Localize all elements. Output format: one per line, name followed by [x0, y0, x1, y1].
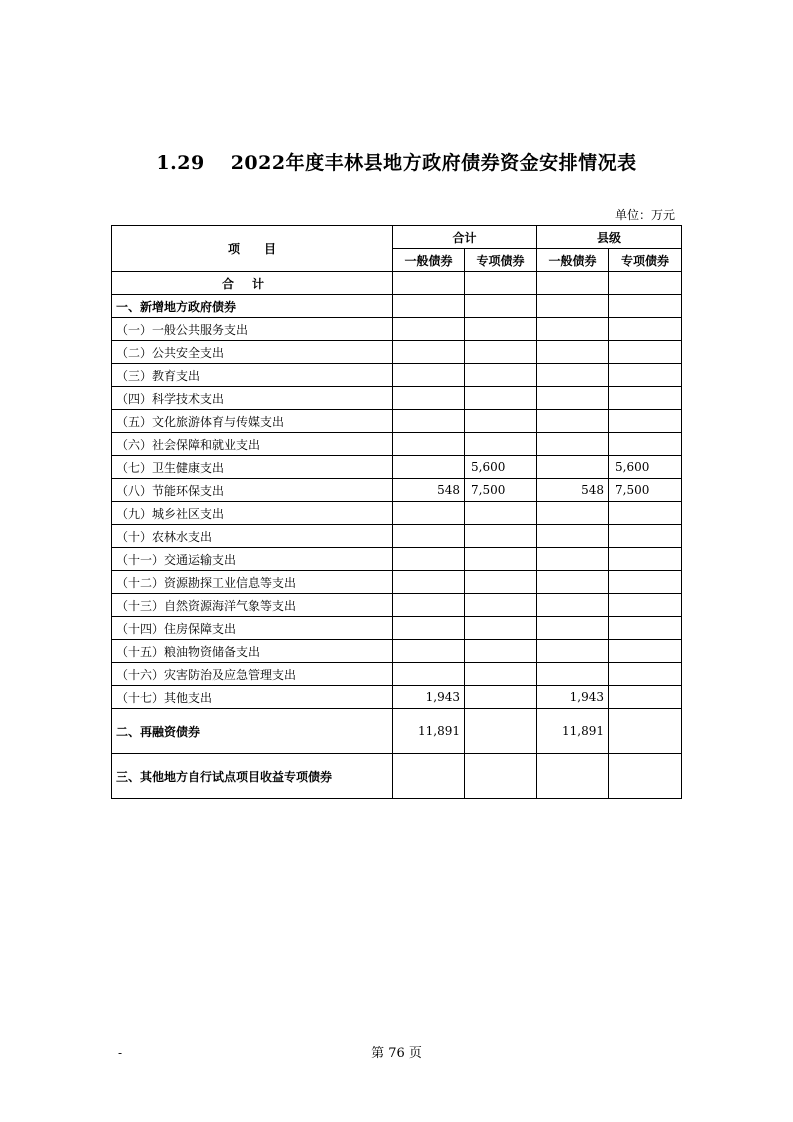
row-value-cell [393, 502, 465, 525]
header-item: 项 目 [112, 226, 393, 272]
row-label: （十六）灾害防治及应急管理支出 [112, 663, 393, 686]
row-value-cell [609, 754, 682, 799]
row-value-cell: 1,943 [393, 686, 465, 709]
row-value-cell [537, 364, 609, 387]
row-value-cell [537, 318, 609, 341]
row-value-cell [393, 548, 465, 571]
row-value-cell [537, 754, 609, 799]
table-row [112, 548, 682, 571]
total-row [112, 272, 682, 295]
title-number: 1.29 [156, 152, 205, 174]
page-number: 第 76 页 [371, 1046, 422, 1061]
row-value-cell [537, 387, 609, 410]
row-value-cell [465, 364, 537, 387]
row-value-cell [609, 433, 682, 456]
header-group-total: 合计 [393, 226, 537, 249]
table-row [112, 364, 682, 387]
row-value-cell [393, 387, 465, 410]
row-value-cell [465, 548, 537, 571]
row-value-cell [609, 548, 682, 571]
row-value-cell [393, 617, 465, 640]
row-value-cell [537, 548, 609, 571]
row-value-cell [393, 525, 465, 548]
unit-label: 单位：万元 [614, 208, 675, 222]
row-value-cell [465, 295, 537, 318]
table-row [112, 502, 682, 525]
row-value-cell [465, 754, 537, 799]
row-value-cell [609, 387, 682, 410]
table-row [112, 663, 682, 686]
row-value-cell [537, 456, 609, 479]
header-county-special: 专项债券 [609, 249, 682, 272]
table-row [112, 686, 682, 709]
row-label: （十三）自然资源海洋气象等支出 [112, 594, 393, 617]
row-value-cell: 5,600 [465, 456, 537, 479]
row-value-cell: 7,500 [609, 479, 682, 502]
row-value-cell [393, 318, 465, 341]
row-value-cell [393, 571, 465, 594]
row-value-cell [465, 686, 537, 709]
table-row [112, 456, 682, 479]
total-row-cell [393, 272, 465, 295]
row-label: （十二）资源勘探工业信息等支出 [112, 571, 393, 594]
table-row [112, 341, 682, 364]
row-value-cell [393, 456, 465, 479]
footer-dash: - [118, 1046, 123, 1060]
row-value-cell [609, 571, 682, 594]
row-value-cell [609, 709, 682, 754]
row-label: （十五）粮油物资储备支出 [112, 640, 393, 663]
row-value-cell [537, 640, 609, 663]
row-value-cell [393, 295, 465, 318]
row-value-cell [465, 571, 537, 594]
row-label: （十）农林水支出 [112, 525, 393, 548]
row-value-cell [537, 433, 609, 456]
row-value-cell [609, 617, 682, 640]
row-value-cell [465, 502, 537, 525]
row-value-cell [393, 594, 465, 617]
row-value-cell [465, 341, 537, 364]
row-label: （三）教育支出 [112, 364, 393, 387]
table-row [112, 410, 682, 433]
table-row [112, 318, 682, 341]
row-label: （八）节能环保支出 [112, 479, 393, 502]
row-value-cell [609, 525, 682, 548]
row-label: （十四）住房保障支出 [112, 617, 393, 640]
header-total-special: 专项债券 [465, 249, 537, 272]
row-label: （二）公共安全支出 [112, 341, 393, 364]
row-value-cell: 548 [537, 479, 609, 502]
row-label: （六）社会保障和就业支出 [112, 433, 393, 456]
row-value-cell [465, 525, 537, 548]
row-value-cell [537, 594, 609, 617]
row-value-cell [537, 295, 609, 318]
row-value-cell [465, 640, 537, 663]
row-value-cell [537, 410, 609, 433]
table-row [112, 617, 682, 640]
row-value-cell [393, 341, 465, 364]
row-label: （九）城乡社区支出 [112, 502, 393, 525]
row-value-cell [609, 341, 682, 364]
row-label: （一）一般公共服务支出 [112, 318, 393, 341]
row-value-cell [465, 594, 537, 617]
row-value-cell [537, 341, 609, 364]
row-label: （十一）交通运输支出 [112, 548, 393, 571]
row-value-cell [609, 640, 682, 663]
table-row [112, 571, 682, 594]
row-value-cell [465, 433, 537, 456]
row-value-cell [537, 502, 609, 525]
row-value-cell [609, 364, 682, 387]
row-value-cell [537, 525, 609, 548]
row-value-cell: 7,500 [465, 479, 537, 502]
table-row [112, 433, 682, 456]
table-row [112, 525, 682, 548]
row-value-cell [465, 617, 537, 640]
row-value-cell: 548 [393, 479, 465, 502]
table-row [112, 295, 682, 318]
total-row-cell [465, 272, 537, 295]
row-value-cell [465, 318, 537, 341]
row-label: 一、新增地方政府债券 [112, 295, 393, 318]
row-value-cell [465, 709, 537, 754]
row-value-cell: 1,943 [537, 686, 609, 709]
row-value-cell: 5,600 [609, 456, 682, 479]
row-value-cell [537, 663, 609, 686]
row-value-cell [393, 433, 465, 456]
row-value-cell [609, 410, 682, 433]
header-county-general: 一般债券 [537, 249, 609, 272]
row-value-cell [609, 295, 682, 318]
row-value-cell [537, 571, 609, 594]
row-value-cell [609, 318, 682, 341]
title-text: 2022年度丰林县地方政府债券资金安排情况表 [230, 152, 637, 174]
row-label: 二、再融资债券 [112, 709, 393, 754]
bond-allocation-table [111, 225, 682, 799]
row-label: （五）文化旅游体育与传媒支出 [112, 410, 393, 433]
row-value-cell [537, 617, 609, 640]
row-label: （四）科学技术支出 [112, 387, 393, 410]
row-value-cell: 11,891 [393, 709, 465, 754]
row-value-cell [609, 663, 682, 686]
table-row [112, 640, 682, 663]
row-value-cell [609, 686, 682, 709]
table-row [112, 754, 682, 799]
header-group-county: 县级 [537, 226, 682, 249]
total-row-cell [609, 272, 682, 295]
total-row-label: 合计 [112, 272, 393, 295]
table-row [112, 479, 682, 502]
row-label: （七）卫生健康支出 [112, 456, 393, 479]
row-value-cell [393, 663, 465, 686]
row-value-cell [609, 594, 682, 617]
row-label: 三、其他地方自行试点项目收益专项债券 [112, 754, 393, 799]
row-value-cell [465, 387, 537, 410]
row-label: （十七）其他支出 [112, 686, 393, 709]
page-title [0, 148, 793, 175]
row-value-cell [465, 410, 537, 433]
row-value-cell [609, 502, 682, 525]
table-row [112, 387, 682, 410]
row-value-cell [393, 410, 465, 433]
row-value-cell: 11,891 [537, 709, 609, 754]
table-row [112, 594, 682, 617]
total-row-cell [537, 272, 609, 295]
row-value-cell [393, 364, 465, 387]
row-value-cell [393, 754, 465, 799]
row-value-cell [465, 663, 537, 686]
row-value-cell [393, 640, 465, 663]
header-total-general: 一般债券 [393, 249, 465, 272]
table-row [112, 709, 682, 754]
